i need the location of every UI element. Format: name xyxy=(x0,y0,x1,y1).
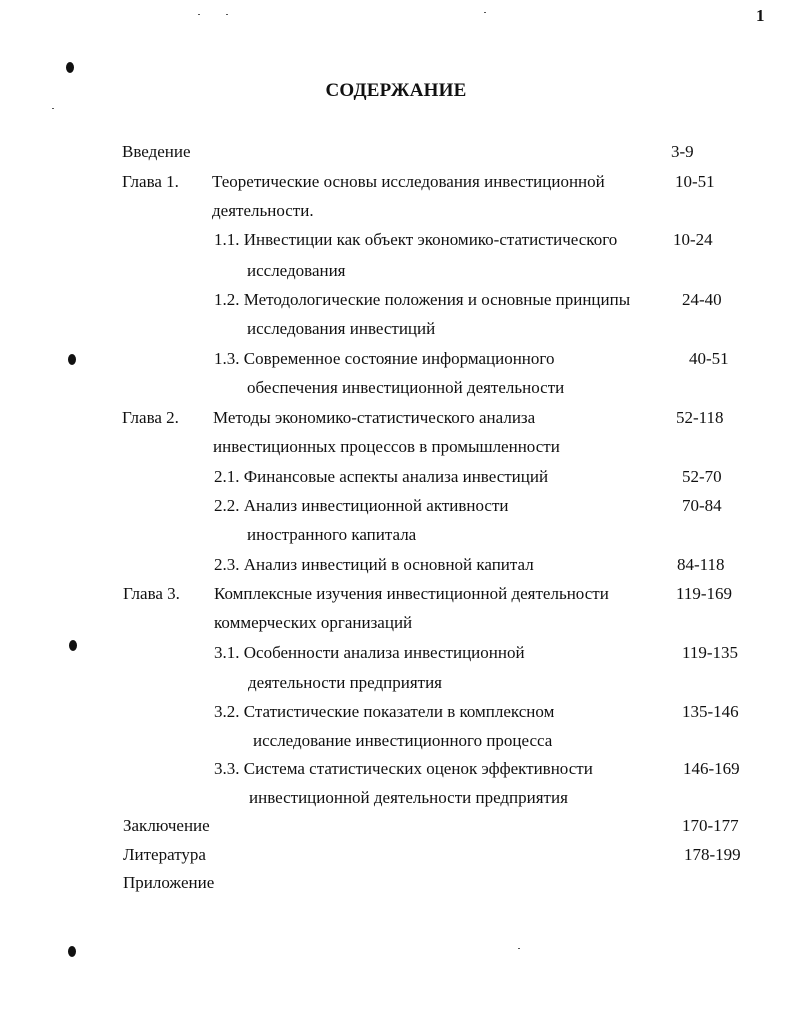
toc-section-3-2-pages: 135-146 xyxy=(682,702,739,721)
scan-speck xyxy=(198,14,200,15)
toc-section-2-3: 2.3. Анализ инвестиций в основной капитал xyxy=(214,555,534,574)
toc-intro-pages: 3-9 xyxy=(671,142,694,161)
toc-chapter-2-label: Глава 2. xyxy=(122,408,179,427)
scan-speck xyxy=(484,12,486,13)
toc-section-1-3-pages: 40-51 xyxy=(689,349,729,368)
toc-conclusion-pages: 170-177 xyxy=(682,816,739,835)
toc-section-3-1: 3.1. Особенности анализа инвестиционной xyxy=(214,643,525,662)
page-title: СОДЕРЖАНИЕ xyxy=(325,80,467,101)
punch-hole-mark xyxy=(68,354,76,365)
toc-section-1-2-cont: исследования инвестиций xyxy=(247,319,436,338)
toc-chapter-1-title-cont: деятельности. xyxy=(212,201,314,220)
toc-intro-label: Введение xyxy=(122,142,191,161)
toc-section-2-3-pages: 84-118 xyxy=(677,555,725,574)
toc-section-1-2: 1.2. Методологические положения и основные принципы xyxy=(214,290,631,309)
toc-section-1-2-pages: 24-40 xyxy=(682,290,722,309)
toc-chapter-3-pages: 119-169 xyxy=(676,584,733,603)
toc-chapter-2-pages: 52-118 xyxy=(676,408,724,427)
toc-chapter-3-label: Глава 3. xyxy=(123,584,180,603)
toc-section-1-3: 1.3. Современное состояние информационного xyxy=(214,349,555,368)
toc-section-2-1-pages: 52-70 xyxy=(682,467,722,486)
toc-chapter-1-label: Глава 1. xyxy=(122,172,179,191)
toc-section-2-2-pages: 70-84 xyxy=(682,496,722,515)
toc-literature-pages: 178-199 xyxy=(684,845,741,864)
page-number: 1 xyxy=(756,6,765,25)
punch-hole-mark xyxy=(69,640,77,651)
toc-section-1-3-cont: обеспечения инвестиционной деятельности xyxy=(247,378,565,397)
toc-chapter-2-title-cont: инвестиционных процессов в промышленности xyxy=(213,437,560,456)
toc-section-3-1-cont: деятельности предприятия xyxy=(248,673,442,692)
toc-section-3-3-pages: 146-169 xyxy=(683,759,740,778)
toc-section-2-2: 2.2. Анализ инвестиционной активности xyxy=(214,496,509,515)
toc-chapter-1-title: Теоретические основы исследования инвестиционной xyxy=(212,172,605,191)
toc-section-1-1-cont: исследования xyxy=(247,261,346,280)
toc-chapter-1-pages: 10-51 xyxy=(675,172,715,191)
punch-hole-mark xyxy=(68,946,76,957)
toc-chapter-3-title-cont: коммерческих организаций xyxy=(214,613,413,632)
toc-section-3-3-cont: инвестиционной деятельности предприятия xyxy=(249,788,568,807)
punch-hole-mark xyxy=(66,62,74,73)
toc-section-3-2-cont: исследование инвестиционного процесса xyxy=(253,731,553,750)
toc-conclusion-label: Заключение xyxy=(123,816,210,835)
toc-section-1-1: 1.1. Инвестиции как объект экономико-статистического xyxy=(214,230,618,249)
toc-section-3-2: 3.2. Статистические показатели в комплексном xyxy=(214,702,555,721)
toc-literature-label: Литература xyxy=(123,845,206,864)
toc-chapter-2-title: Методы экономико-статистического анализа xyxy=(213,408,536,427)
scan-speck xyxy=(518,948,520,949)
toc-section-2-2-cont: иностранного капитала xyxy=(247,525,417,544)
scan-speck xyxy=(52,108,54,109)
scan-speck xyxy=(226,14,228,15)
toc-section-1-1-pages: 10-24 xyxy=(673,230,713,249)
toc-section-3-3: 3.3. Система статистических оценок эффективности xyxy=(214,759,593,778)
toc-section-2-1: 2.1. Финансовые аспекты анализа инвестиций xyxy=(214,467,549,486)
toc-appendix-label: Приложение xyxy=(123,873,215,892)
toc-section-3-1-pages: 119-135 xyxy=(682,643,739,662)
toc-chapter-3-title: Комплексные изучения инвестиционной деятельности xyxy=(214,584,609,603)
